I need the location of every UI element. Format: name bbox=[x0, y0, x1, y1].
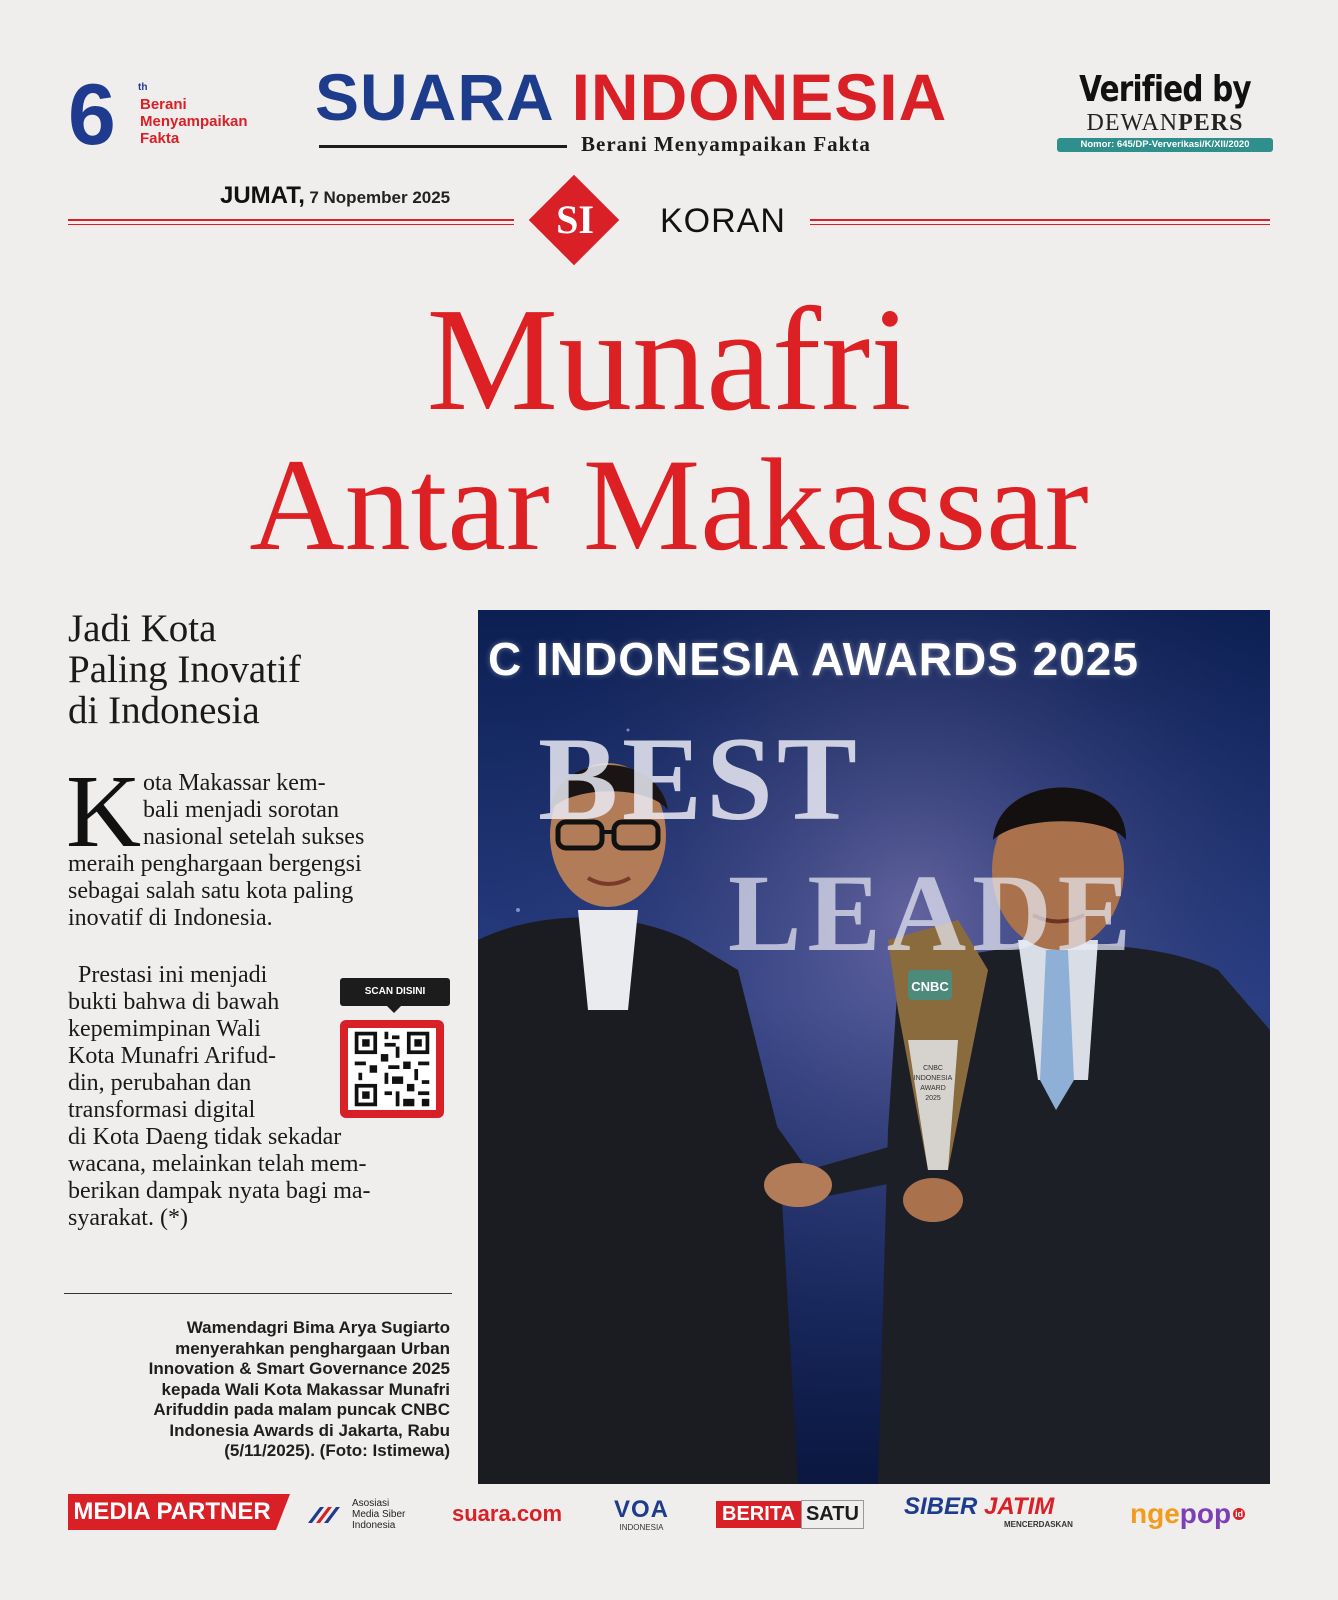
caption-line: Wamendagri Bima Arya Sugiarto bbox=[186, 1318, 450, 1337]
article-line: inovatif di Indonesia. bbox=[68, 905, 273, 931]
date-day: JUMAT, bbox=[220, 182, 305, 209]
trophy-line: INDONESIA bbox=[913, 1075, 953, 1082]
article-line: din, perubahan dan bbox=[68, 1070, 252, 1096]
qr-code-icon bbox=[348, 1028, 436, 1110]
dateline bbox=[220, 182, 450, 210]
anniversary-line: Berani bbox=[140, 96, 187, 113]
partner-beritasatu[interactable] bbox=[716, 1494, 864, 1534]
ngepop-word: nge bbox=[1130, 1498, 1180, 1529]
amsi-line: Media Siber bbox=[352, 1508, 406, 1520]
qr-label: SCAN DISINI bbox=[340, 978, 450, 1006]
divider bbox=[68, 219, 514, 221]
brand-underline bbox=[319, 145, 567, 148]
trophy-line: AWARD bbox=[920, 1085, 946, 1092]
brand-word-indonesia: INDONESIA bbox=[571, 60, 948, 134]
caption-divider bbox=[64, 1293, 452, 1294]
caption-line: menyerahkan penghargaan Urban bbox=[175, 1338, 450, 1358]
partner-ngepop[interactable] bbox=[1130, 1494, 1245, 1534]
article-line: sebagai salah satu kota paling bbox=[68, 878, 354, 904]
anniversary-logo bbox=[68, 67, 288, 163]
ngepop-word: pop bbox=[1179, 1498, 1232, 1529]
qr-label-arrow bbox=[385, 1004, 403, 1013]
headline-line-2: Antar Makassar bbox=[249, 431, 1089, 578]
amsi-line: Indonesia bbox=[352, 1519, 396, 1531]
section-name: KORAN bbox=[660, 202, 786, 240]
siberjatim-word: SIBER bbox=[904, 1493, 978, 1520]
article-line: wacana, melainkan telah mem- bbox=[68, 1151, 367, 1177]
siberjatim-word: JATIM bbox=[984, 1493, 1055, 1520]
anniversary-number: 6 bbox=[68, 67, 116, 163]
article-line: nasional setelah sukses bbox=[143, 824, 365, 850]
photo-backdrop-text: LEADE bbox=[728, 852, 1137, 974]
media-partner-label-tail bbox=[276, 1494, 290, 1530]
award-photo bbox=[478, 610, 1270, 1484]
partner-voa[interactable] bbox=[614, 1494, 669, 1534]
article-line: berikan dampak nyata bagi ma- bbox=[68, 1178, 371, 1204]
verified-org-part: PERS bbox=[1178, 110, 1244, 136]
photo-caption bbox=[72, 1318, 450, 1462]
brand-tagline: Berani Menyampaikan Fakta bbox=[581, 132, 871, 156]
anniversary-tagline bbox=[140, 96, 290, 147]
subheadline-line: di Indonesia bbox=[68, 689, 260, 732]
verified-badge bbox=[1055, 70, 1275, 162]
article-line: syarakat. (*) bbox=[68, 1205, 188, 1231]
subheadline-line: Paling Inovatif bbox=[68, 648, 301, 691]
divider bbox=[68, 224, 514, 225]
trophy-line: CNBC bbox=[923, 1065, 943, 1072]
beritasatu-word-2: SATU bbox=[801, 1500, 864, 1529]
trophy-brand: CNBC bbox=[911, 979, 949, 994]
voa-logo: VOA bbox=[614, 1495, 670, 1523]
amsi-line: Asosiasi bbox=[352, 1497, 390, 1509]
anniversary-line: Fakta bbox=[140, 130, 180, 147]
article-line: transformasi digital bbox=[68, 1097, 256, 1123]
media-partner-label: MEDIA PARTNER bbox=[68, 1494, 276, 1530]
headline-line-1: Munafri bbox=[426, 278, 912, 442]
verified-title: Verified by bbox=[1079, 69, 1251, 110]
qr-code[interactable] bbox=[340, 1020, 444, 1118]
caption-line: kepada Wali Kota Makassar Munafri bbox=[161, 1379, 450, 1399]
amsi-logo-icon bbox=[306, 1503, 348, 1525]
anniversary-line: Menyampaikan bbox=[140, 113, 248, 130]
partner-amsi[interactable] bbox=[306, 1494, 405, 1534]
ngepop-suffix: id bbox=[1235, 1509, 1244, 1519]
subheadline-line: Jadi Kota bbox=[68, 607, 217, 650]
article-line: ota Makassar kem- bbox=[143, 770, 326, 796]
verified-number: Nomor: 645/DP-Ververikasi/K/XII/2020 bbox=[1057, 138, 1273, 152]
divider bbox=[810, 219, 1270, 221]
brand-logo[interactable] bbox=[315, 60, 1027, 160]
siberjatim-sub: MENCERDASKAN bbox=[1004, 1520, 1073, 1529]
article-line: kepemimpinan Wali bbox=[68, 1016, 261, 1042]
caption-line: Innovation & Smart Governance 2025 bbox=[148, 1359, 450, 1378]
partner-siberjatim[interactable] bbox=[904, 1494, 1073, 1534]
partner-suara[interactable]: suara.com bbox=[452, 1501, 563, 1526]
voa-sub: INDONESIA bbox=[619, 1522, 664, 1532]
siberjatim-logo bbox=[904, 1494, 1054, 1520]
caption-line: (5/11/2025). (Foto: Istimewa) bbox=[224, 1441, 450, 1460]
article-line: bali menjadi sorotan bbox=[143, 797, 339, 823]
section-logo: SI bbox=[556, 197, 594, 242]
amsi-text bbox=[352, 1498, 405, 1531]
beritasatu-word-1: BERITA bbox=[716, 1501, 801, 1528]
drop-cap: K bbox=[66, 754, 142, 869]
article-line: meraih penghargaan bergengsi bbox=[68, 851, 362, 877]
brand-name bbox=[315, 60, 947, 134]
date-full: 7 Nopember 2025 bbox=[309, 188, 451, 207]
photo-backdrop-text: BEST bbox=[538, 712, 861, 845]
trophy-line: 2025 bbox=[925, 1095, 941, 1102]
subheadline bbox=[68, 608, 448, 731]
article-line: Prestasi ini menjadi bbox=[78, 962, 268, 988]
brand-word-suara: SUARA bbox=[315, 60, 553, 134]
caption-line: Arifuddin pada malam puncak CNBC bbox=[153, 1400, 450, 1419]
article-line: di Kota Daeng tidak sekadar bbox=[68, 1124, 342, 1150]
photo-banner-text: C INDONESIA AWARDS 2025 bbox=[488, 633, 1139, 685]
verified-org bbox=[1055, 110, 1275, 136]
article-line: Kota Munafri Arifud- bbox=[68, 1043, 276, 1069]
caption-line: Indonesia Awards di Jakarta, Rabu bbox=[169, 1420, 450, 1440]
verified-org-part: DEWAN bbox=[1086, 110, 1179, 136]
divider bbox=[810, 224, 1270, 225]
anniversary-suffix: th bbox=[138, 82, 148, 93]
article-line: bukti bahwa di bawah bbox=[68, 989, 280, 1015]
